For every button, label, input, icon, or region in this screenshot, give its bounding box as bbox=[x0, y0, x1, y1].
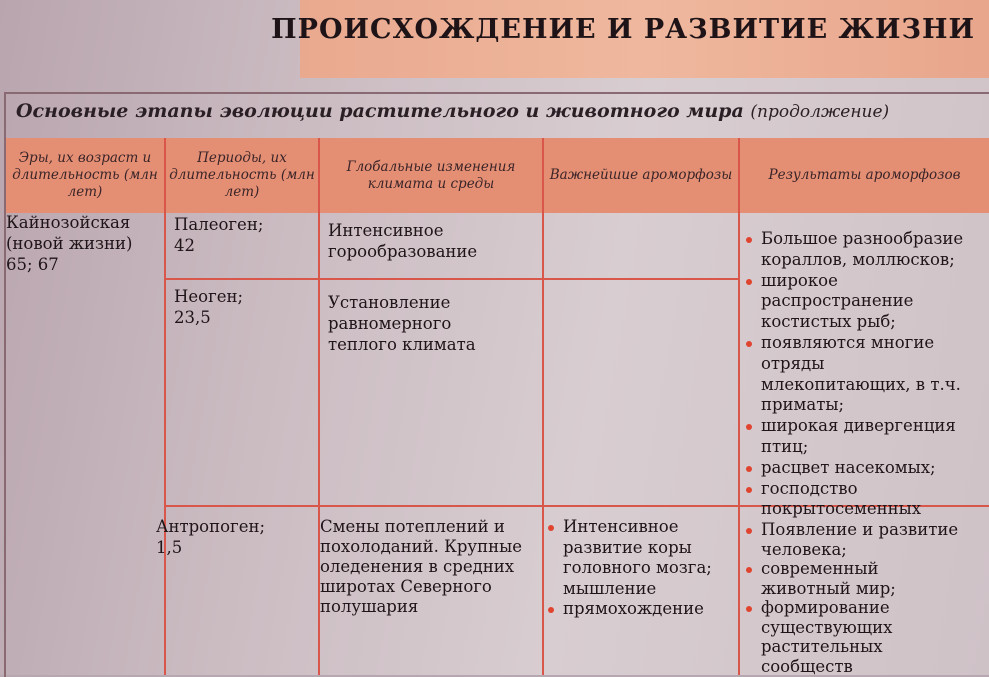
list-item: Большое разнообразие кораллов, моллюсков; bbox=[744, 229, 966, 271]
period-value: 1,5 bbox=[156, 538, 183, 557]
period-name: Антропоген; bbox=[156, 517, 266, 536]
era-age: 65; 67 bbox=[6, 255, 59, 274]
header-era bbox=[6, 138, 164, 213]
table-title-text: Основные этапы эволюции растительного и животного мира bbox=[16, 100, 744, 122]
list-item: формирование существующих растительных сообществ bbox=[744, 598, 959, 676]
era-cell bbox=[6, 212, 162, 275]
grid-line bbox=[164, 278, 740, 280]
list-item: Появление и развитие человека; bbox=[744, 520, 959, 559]
list-item: появляются многие отряды млекопитающих, в т.ч. приматы; bbox=[744, 333, 966, 416]
table-title bbox=[16, 100, 981, 122]
climate-cell: Установление равномерного теплого климата bbox=[328, 293, 476, 354]
chapter-title: ПРОИСХОЖДЕНИЕ И РАЗВИТИЕ ЖИЗНИ bbox=[271, 14, 975, 45]
header-results bbox=[740, 138, 989, 213]
list-item: господство покрытосеменных bbox=[744, 479, 966, 521]
results-cell bbox=[744, 520, 959, 676]
results-cell bbox=[744, 229, 966, 520]
chapter-banner bbox=[271, 0, 989, 78]
header-era-label: Эры, их возраст и длительность (млн лет) bbox=[12, 150, 158, 200]
header-climate-label: Глобальные изменения климата и среды bbox=[346, 158, 516, 192]
period-name: Неоген; bbox=[174, 287, 244, 306]
period-value: 42 bbox=[174, 236, 195, 255]
era-name: Кайнозойская bbox=[6, 213, 131, 232]
table-title-continued: (продолжение) bbox=[750, 102, 890, 122]
list-item: широкая дивергенция птиц; bbox=[744, 416, 966, 458]
aromorphoses-cell bbox=[546, 517, 716, 620]
header-period bbox=[166, 138, 318, 213]
period-cell bbox=[156, 516, 316, 558]
header-period-label: Периоды, их длительность (млн лет) bbox=[169, 150, 315, 200]
climate-cell: Интенсивное горообразование bbox=[328, 221, 478, 261]
era-alt-name: (новой жизни) bbox=[6, 234, 133, 253]
list-item: современный животный мир; bbox=[744, 559, 959, 598]
list-item: прямохождение bbox=[546, 599, 716, 620]
list-item: широкое распространение костистых рыб; bbox=[744, 271, 966, 333]
list-item: расцвет насекомых; bbox=[744, 458, 966, 479]
period-name: Палеоген; bbox=[174, 215, 264, 234]
period-cell bbox=[174, 286, 314, 328]
period-cell bbox=[174, 214, 314, 256]
climate-cell: Смены потеплений и похолоданий. Крупные оледенения в средних широтах Северного полушария bbox=[320, 517, 522, 616]
header-results-label: Результаты ароморфозов bbox=[768, 167, 961, 183]
list-item: Интенсивное развитие коры головного мозга; мышление bbox=[546, 517, 716, 599]
period-value: 23,5 bbox=[174, 308, 211, 327]
grid-line bbox=[164, 138, 166, 675]
grid-line bbox=[542, 138, 544, 675]
header-aromorphoses bbox=[544, 138, 738, 213]
header-climate bbox=[320, 138, 542, 213]
header-aromorphoses-label: Важнейшие ароморфозы bbox=[549, 167, 733, 183]
grid-line bbox=[738, 138, 740, 675]
